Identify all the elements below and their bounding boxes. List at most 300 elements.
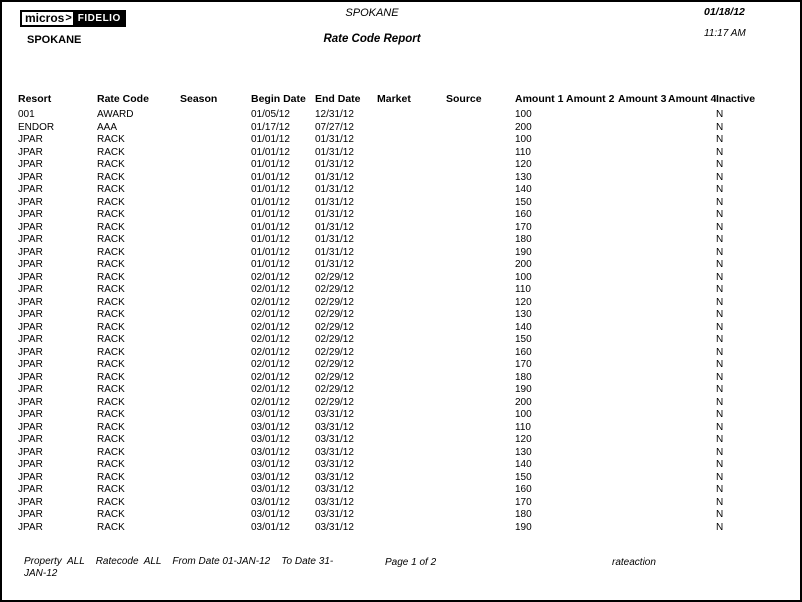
table-cell: [377, 397, 446, 410]
table-cell: [618, 359, 668, 372]
table-cell: [668, 297, 716, 310]
table-cell: RACK: [97, 371, 125, 383]
table-cell: JPAR: [18, 359, 43, 370]
table-cell: 02/01/12: [251, 284, 290, 295]
table-cell: 180: [515, 509, 532, 520]
table-cell: 120: [515, 296, 532, 308]
table-cell: [566, 347, 618, 360]
table-cell: RACK: [97, 396, 125, 408]
table-cell: [377, 472, 446, 485]
table-cell: 03/31/12: [315, 471, 354, 483]
table-cell: [566, 397, 618, 410]
table-cell: [566, 147, 618, 160]
table-cell: [668, 197, 716, 210]
table-cell: [446, 222, 515, 235]
table-row: [18, 509, 786, 522]
table-cell: [566, 272, 618, 285]
table-cell: N: [716, 109, 724, 120]
table-cell: [668, 209, 716, 222]
table-cell: N: [716, 409, 724, 420]
footer-report-name: rateaction: [612, 557, 656, 568]
table-cell: [377, 322, 446, 335]
table-cell: 02/29/12: [315, 321, 354, 333]
table-cell: JPAR: [18, 459, 43, 470]
table-cell: [618, 447, 668, 460]
table-cell: RACK: [97, 259, 125, 270]
table-cell: [618, 222, 668, 235]
column-header: End Date: [315, 93, 361, 105]
table-cell: [668, 372, 716, 385]
footer-page-number: Page 1 of 2: [385, 557, 437, 568]
table-cell: [668, 359, 716, 372]
table-cell: [618, 209, 668, 222]
table-cell: [446, 122, 515, 135]
table-cell: JPAR: [18, 421, 43, 433]
table-cell: [618, 259, 668, 272]
table-cell: N: [716, 184, 724, 195]
table-cell: [180, 447, 251, 460]
table-cell: 02/01/12: [251, 384, 290, 395]
table-cell: [566, 197, 618, 210]
table-cell: [618, 272, 668, 285]
table-row: [18, 459, 786, 472]
table-cell: 01/31/12: [315, 196, 354, 208]
table-cell: RACK: [97, 496, 125, 508]
table-cell: [446, 197, 515, 210]
table-cell: [377, 509, 446, 522]
table-cell: [668, 234, 716, 247]
table-cell: 02/29/12: [315, 334, 354, 345]
table-cell: 01/31/12: [315, 209, 354, 220]
table-cell: [668, 484, 716, 497]
table-cell: 200: [515, 396, 532, 408]
table-row: [18, 347, 786, 360]
table-cell: [566, 509, 618, 522]
table-cell: [446, 484, 515, 497]
table-cell: JPAR: [18, 184, 43, 195]
table-cell: 01/01/12: [251, 209, 290, 220]
table-cell: [446, 134, 515, 147]
rate-code-table: [18, 93, 786, 534]
column-header: Begin Date: [251, 93, 306, 105]
table-cell: 120: [515, 434, 532, 445]
table-cell: [446, 272, 515, 285]
table-cell: RACK: [97, 134, 125, 145]
column-header: Market: [377, 93, 411, 105]
table-cell: [618, 334, 668, 347]
table-cell: [180, 234, 251, 247]
table-cell: N: [716, 259, 724, 270]
footer-filters: [24, 556, 384, 579]
table-cell: RACK: [97, 321, 125, 333]
logo-arrow-icon: >: [64, 10, 72, 27]
table-row: [18, 384, 786, 397]
table-cell: 180: [515, 371, 532, 383]
table-cell: [618, 484, 668, 497]
table-cell: [618, 397, 668, 410]
table-cell: [180, 409, 251, 422]
table-row: [18, 159, 786, 172]
table-cell: [446, 309, 515, 322]
table-cell: 03/01/12: [251, 471, 290, 483]
table-cell: [180, 297, 251, 310]
table-cell: [446, 409, 515, 422]
table-cell: 100: [515, 134, 532, 145]
table-cell: [180, 472, 251, 485]
table-cell: 03/31/12: [315, 484, 354, 495]
column-header: Resort: [18, 93, 52, 105]
table-cell: JPAR: [18, 384, 43, 395]
table-cell: 140: [515, 184, 532, 195]
table-cell: [618, 284, 668, 297]
table-cell: 01/31/12: [315, 159, 354, 170]
table-cell: [668, 422, 716, 435]
table-cell: 100: [515, 271, 532, 283]
table-cell: [446, 334, 515, 347]
table-row: [18, 259, 786, 272]
table-cell: [377, 159, 446, 172]
table-cell: [618, 347, 668, 360]
table-cell: 200: [515, 259, 532, 270]
table-cell: [180, 272, 251, 285]
table-cell: [377, 334, 446, 347]
table-cell: N: [716, 471, 724, 483]
table-cell: [446, 397, 515, 410]
table-cell: 01/01/12: [251, 184, 290, 195]
table-cell: 02/29/12: [315, 359, 354, 370]
table-cell: 01/31/12: [315, 246, 354, 258]
table-cell: RACK: [97, 484, 125, 495]
column-header: Source: [446, 93, 482, 105]
table-cell: [180, 522, 251, 535]
table-cell: [446, 459, 515, 472]
table-cell: [377, 184, 446, 197]
table-cell: [446, 472, 515, 485]
table-cell: 01/01/12: [251, 259, 290, 270]
table-cell: 170: [515, 359, 532, 370]
table-cell: JPAR: [18, 409, 43, 420]
table-cell: 100: [515, 409, 532, 420]
table-cell: [668, 284, 716, 297]
table-cell: JPAR: [18, 321, 43, 333]
column-header: Rate Code: [97, 93, 149, 105]
table-cell: [618, 422, 668, 435]
table-cell: RACK: [97, 171, 125, 183]
table-cell: [446, 184, 515, 197]
table-row: [18, 122, 786, 135]
table-cell: [566, 447, 618, 460]
table-cell: RACK: [97, 209, 125, 220]
table-cell: [377, 434, 446, 447]
table-cell: RACK: [97, 359, 125, 370]
table-cell: [377, 172, 446, 185]
table-cell: [566, 459, 618, 472]
table-cell: 01/01/12: [251, 146, 290, 158]
table-cell: 01/01/12: [251, 196, 290, 208]
table-cell: 12/31/12: [315, 109, 354, 120]
table-cell: 03/01/12: [251, 496, 290, 508]
table-cell: [180, 134, 251, 147]
table-cell: N: [716, 234, 724, 245]
table-cell: RACK: [97, 471, 125, 483]
table-cell: [180, 322, 251, 335]
table-cell: [566, 384, 618, 397]
table-cell: 02/01/12: [251, 371, 290, 383]
table-cell: 150: [515, 334, 532, 345]
table-cell: JPAR: [18, 521, 43, 533]
table-cell: 01/31/12: [315, 234, 354, 245]
table-cell: [668, 147, 716, 160]
table-cell: [180, 109, 251, 122]
table-cell: 01/31/12: [315, 259, 354, 270]
table-cell: 02/29/12: [315, 346, 354, 358]
table-cell: [446, 497, 515, 510]
table-cell: [180, 197, 251, 210]
table-cell: AWARD: [97, 109, 134, 120]
table-cell: [566, 472, 618, 485]
table-cell: [180, 372, 251, 385]
column-header: Amount 4: [668, 93, 716, 105]
table-cell: [566, 434, 618, 447]
footer-filters-line2: JAN-12: [24, 567, 58, 579]
table-cell: [377, 134, 446, 147]
table-cell: [446, 209, 515, 222]
table-cell: JPAR: [18, 496, 43, 508]
table-cell: 02/01/12: [251, 359, 290, 370]
table-cell: [668, 247, 716, 260]
table-cell: 140: [515, 321, 532, 333]
table-row: [18, 284, 786, 297]
table-cell: 001: [18, 109, 35, 120]
table-cell: 110: [515, 146, 531, 158]
table-cell: 01/31/12: [315, 146, 354, 158]
table-cell: N: [716, 359, 724, 370]
table-cell: [377, 234, 446, 247]
table-cell: [180, 484, 251, 497]
table-cell: N: [716, 296, 724, 308]
table-cell: [618, 372, 668, 385]
table-cell: [668, 184, 716, 197]
table-cell: [566, 209, 618, 222]
table-cell: JPAR: [18, 259, 43, 270]
table-cell: RACK: [97, 234, 125, 245]
table-cell: N: [716, 496, 724, 508]
table-cell: [618, 309, 668, 322]
table-cell: [668, 272, 716, 285]
table-cell: 01/01/12: [251, 159, 290, 170]
table-cell: 01/01/12: [251, 221, 290, 233]
table-cell: [377, 409, 446, 422]
table-cell: [377, 284, 446, 297]
table-cell: 02/01/12: [251, 296, 290, 308]
table-cell: 03/31/12: [315, 521, 354, 533]
table-cell: [668, 334, 716, 347]
table-cell: [566, 309, 618, 322]
table-row: [18, 297, 786, 310]
table-cell: [618, 384, 668, 397]
table-cell: [377, 109, 446, 122]
table-cell: 03/31/12: [315, 496, 354, 508]
table-cell: [377, 222, 446, 235]
table-cell: [618, 434, 668, 447]
table-cell: [180, 247, 251, 260]
table-cell: [446, 422, 515, 435]
table-cell: JPAR: [18, 221, 43, 233]
table-cell: 01/01/12: [251, 234, 290, 245]
table-cell: N: [716, 334, 724, 345]
table-cell: 160: [515, 484, 532, 495]
table-row: [18, 434, 786, 447]
table-cell: [180, 347, 251, 360]
table-cell: [446, 347, 515, 360]
table-cell: [377, 484, 446, 497]
table-cell: [180, 209, 251, 222]
table-cell: 01/01/12: [251, 246, 290, 258]
table-cell: [668, 347, 716, 360]
table-cell: JPAR: [18, 296, 43, 308]
logo-micros-text: micros: [20, 10, 64, 27]
table-cell: 03/01/12: [251, 446, 290, 458]
table-cell: N: [716, 146, 724, 158]
table-cell: RACK: [97, 409, 125, 420]
table-cell: RACK: [97, 221, 125, 233]
table-cell: [180, 284, 251, 297]
table-cell: N: [716, 446, 724, 458]
table-cell: [566, 259, 618, 272]
table-cell: [668, 134, 716, 147]
table-cell: RACK: [97, 334, 125, 345]
table-cell: N: [716, 121, 724, 133]
table-row: [18, 484, 786, 497]
table-cell: [618, 522, 668, 535]
table-cell: RACK: [97, 196, 125, 208]
table-cell: RACK: [97, 421, 125, 433]
table-cell: 03/01/12: [251, 421, 290, 433]
table-row: [18, 422, 786, 435]
table-cell: [377, 447, 446, 460]
table-cell: [668, 459, 716, 472]
table-row: [18, 197, 786, 210]
table-cell: 01/01/12: [251, 134, 290, 145]
table-cell: JPAR: [18, 346, 43, 358]
header-datetime: [704, 6, 746, 39]
table-cell: JPAR: [18, 371, 43, 383]
table-cell: 02/29/12: [315, 271, 354, 283]
table-cell: 200: [515, 121, 532, 133]
table-cell: [180, 359, 251, 372]
table-cell: [566, 234, 618, 247]
table-cell: N: [716, 459, 724, 470]
table-cell: [566, 159, 618, 172]
table-cell: 02/29/12: [315, 396, 354, 408]
table-row: [18, 172, 786, 185]
table-cell: [618, 197, 668, 210]
table-cell: N: [716, 434, 724, 445]
table-cell: JPAR: [18, 196, 43, 208]
table-cell: 02/01/12: [251, 309, 290, 320]
table-cell: [180, 259, 251, 272]
table-cell: 03/31/12: [315, 459, 354, 470]
table-cell: N: [716, 171, 724, 183]
table-cell: [668, 159, 716, 172]
table-cell: [446, 147, 515, 160]
table-cell: [668, 222, 716, 235]
table-cell: 03/01/12: [251, 484, 290, 495]
table-cell: RACK: [97, 521, 125, 533]
table-cell: [566, 222, 618, 235]
table-cell: 150: [515, 196, 532, 208]
table-cell: [180, 434, 251, 447]
table-cell: [446, 522, 515, 535]
table-cell: [668, 122, 716, 135]
column-header: Amount 2: [566, 93, 615, 105]
table-cell: JPAR: [18, 146, 43, 158]
table-cell: 02/29/12: [315, 371, 354, 383]
table-cell: 01/01/12: [251, 171, 290, 183]
table-cell: N: [716, 309, 724, 320]
table-cell: [618, 172, 668, 185]
table-cell: 02/01/12: [251, 321, 290, 333]
table-cell: [377, 259, 446, 272]
table-cell: [668, 409, 716, 422]
table-cell: [618, 134, 668, 147]
table-row: [18, 222, 786, 235]
table-row: [18, 209, 786, 222]
table-cell: RACK: [97, 184, 125, 195]
table-cell: [446, 109, 515, 122]
table-cell: N: [716, 484, 724, 495]
table-cell: [566, 422, 618, 435]
table-cell: 03/01/12: [251, 434, 290, 445]
table-cell: 03/31/12: [315, 446, 354, 458]
table-cell: [377, 272, 446, 285]
table-cell: JPAR: [18, 134, 43, 145]
table-cell: [618, 509, 668, 522]
table-cell: [446, 372, 515, 385]
table-cell: [566, 247, 618, 260]
table-cell: [180, 459, 251, 472]
table-cell: 02/01/12: [251, 334, 290, 345]
table-cell: [446, 322, 515, 335]
table-cell: [377, 309, 446, 322]
table-row: [18, 234, 786, 247]
table-cell: 01/31/12: [315, 184, 354, 195]
table-cell: 100: [515, 109, 532, 120]
table-cell: JPAR: [18, 509, 43, 520]
table-cell: JPAR: [18, 334, 43, 345]
table-cell: [446, 234, 515, 247]
table-cell: 130: [515, 446, 532, 458]
table-cell: [618, 234, 668, 247]
table-cell: [180, 334, 251, 347]
table-cell: 03/31/12: [315, 409, 354, 420]
table-row: [18, 247, 786, 260]
table-cell: [180, 309, 251, 322]
table-row: [18, 134, 786, 147]
table-cell: RACK: [97, 159, 125, 170]
table-cell: [566, 109, 618, 122]
table-cell: N: [716, 284, 724, 295]
table-cell: RACK: [97, 446, 125, 458]
table-cell: RACK: [97, 146, 125, 158]
table-row: [18, 497, 786, 510]
table-cell: [446, 172, 515, 185]
table-cell: [377, 147, 446, 160]
table-cell: [566, 122, 618, 135]
table-cell: [446, 297, 515, 310]
table-cell: RACK: [97, 346, 125, 358]
table-row: [18, 184, 786, 197]
